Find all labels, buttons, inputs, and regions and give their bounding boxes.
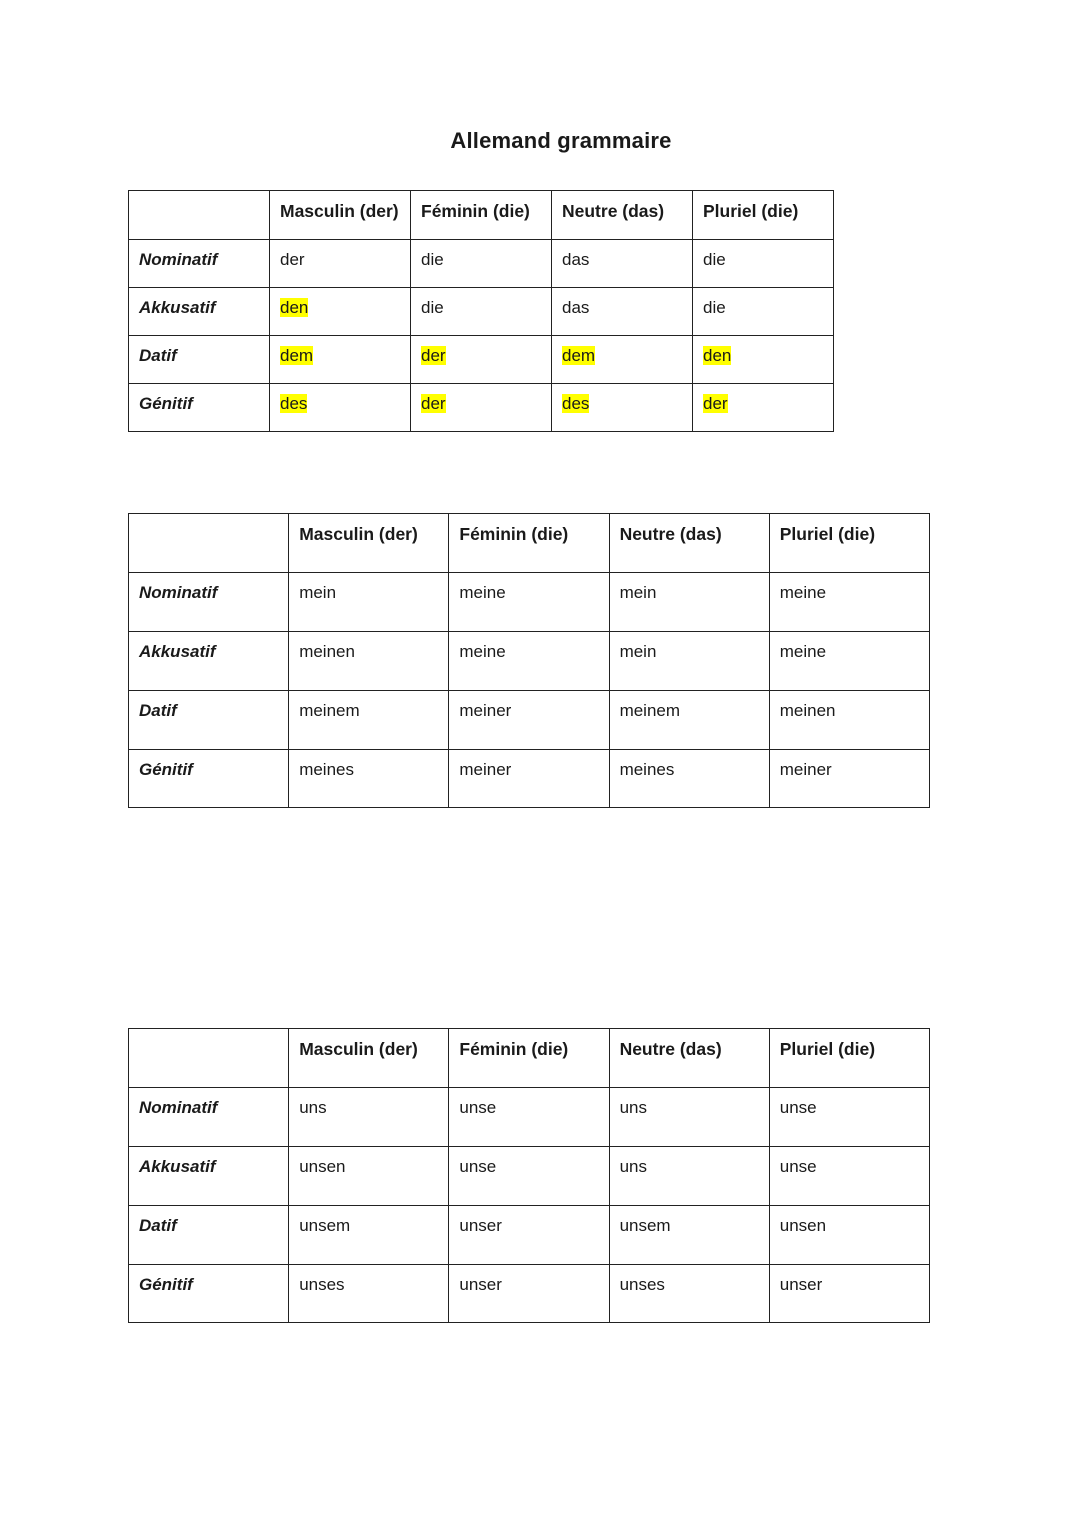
table-cell: unser [449,1206,609,1265]
table-row [129,288,834,336]
header-cell-pluriel: Pluriel (die) [769,1029,929,1088]
header-cell-feminin: Féminin (die) [411,191,552,240]
table-cell: meiner [449,691,609,750]
case-label: Nominatif [129,573,289,632]
case-label: Datif [129,691,289,750]
table-cell: meinem [609,691,769,750]
table-cell [270,336,411,384]
table-cell: unse [449,1088,609,1147]
table-cell: unse [769,1088,929,1147]
table-row [129,750,930,808]
table-row [129,240,834,288]
document-title: Allemand grammaire [450,128,672,153]
table-row [129,1088,930,1147]
table-row [129,336,834,384]
highlighted-text: den [280,298,309,317]
table-cell [552,240,693,288]
case-label: Génitif [129,384,270,432]
table-row [129,1147,930,1206]
highlighted-text: des [280,394,308,413]
header-row [129,1029,930,1088]
cell-text: das [562,298,590,317]
table-cell [270,384,411,432]
table-cell: unsem [609,1206,769,1265]
case-label: Akkusatif [129,288,270,336]
table-cell [693,288,834,336]
table-cell [411,240,552,288]
table-cell: mein [289,573,449,632]
table-cell [411,336,552,384]
table-cell: meine [769,573,929,632]
table-cell: unse [449,1147,609,1206]
table-cell [552,336,693,384]
cell-text: die [421,298,444,317]
highlighted-text: der [703,394,728,413]
highlighted-text: des [562,394,590,413]
case-label: Génitif [129,1265,289,1323]
header-cell-empty [129,191,270,240]
table-cell: unser [769,1265,929,1323]
header-cell-neutre: Neutre (das) [609,514,769,573]
case-label: Datif [129,1206,289,1265]
possessive-mein-table [128,513,930,808]
table-cell: meine [449,632,609,691]
table-cell: mein [609,632,769,691]
header-cell-masculin: Masculin (der) [289,514,449,573]
case-label: Datif [129,336,270,384]
table-cell: unsen [289,1147,449,1206]
table-cell [552,288,693,336]
cell-text: der [280,250,305,269]
table-row [129,1206,930,1265]
table-cell: meine [449,573,609,632]
table-cell [270,288,411,336]
table-cell: unses [609,1265,769,1323]
table-cell: unser [449,1265,609,1323]
header-cell-empty [129,514,289,573]
table-cell: unses [289,1265,449,1323]
table-cell [552,384,693,432]
table-row [129,632,930,691]
header-cell-empty [129,1029,289,1088]
table-cell: unsen [769,1206,929,1265]
header-row [129,514,930,573]
table-row [129,573,930,632]
highlighted-text: der [421,346,446,365]
table-cell: meiner [769,750,929,808]
table-cell: uns [609,1147,769,1206]
table-cell [693,240,834,288]
table-cell: meinem [289,691,449,750]
highlighted-text: den [703,346,732,365]
table-cell: unse [769,1147,929,1206]
header-cell-pluriel: Pluriel (die) [693,191,834,240]
cell-text: die [421,250,444,269]
table-cell: uns [609,1088,769,1147]
cell-text: die [703,250,726,269]
header-cell-feminin: Féminin (die) [449,1029,609,1088]
cell-text: das [562,250,590,269]
definite-article-table [128,190,834,432]
header-row [129,191,834,240]
table-cell [693,336,834,384]
possessive-unser-table [128,1028,930,1323]
table-row [129,691,930,750]
table-cell [270,240,411,288]
table-cell: unsem [289,1206,449,1265]
table-cell: meinen [769,691,929,750]
table-row [129,1265,930,1323]
table-cell [411,288,552,336]
table-cell: mein [609,573,769,632]
table-cell: meines [609,750,769,808]
case-label: Nominatif [129,1088,289,1147]
table-cell [693,384,834,432]
case-label: Akkusatif [129,1147,289,1206]
case-label: Nominatif [129,240,270,288]
highlighted-text: der [421,394,446,413]
cell-text: die [703,298,726,317]
header-cell-feminin: Féminin (die) [449,514,609,573]
table-cell: meine [769,632,929,691]
case-label: Génitif [129,750,289,808]
table-row [129,384,834,432]
case-label: Akkusatif [129,632,289,691]
table-cell: meines [289,750,449,808]
header-cell-masculin: Masculin (der) [289,1029,449,1088]
highlighted-text: dem [562,346,596,365]
highlighted-text: dem [280,346,314,365]
table-cell: meinen [289,632,449,691]
header-cell-neutre: Neutre (das) [552,191,693,240]
header-cell-pluriel: Pluriel (die) [769,514,929,573]
header-cell-masculin: Masculin (der) [270,191,411,240]
header-cell-neutre: Neutre (das) [609,1029,769,1088]
table-cell [411,384,552,432]
table-cell: meiner [449,750,609,808]
table-cell: uns [289,1088,449,1147]
